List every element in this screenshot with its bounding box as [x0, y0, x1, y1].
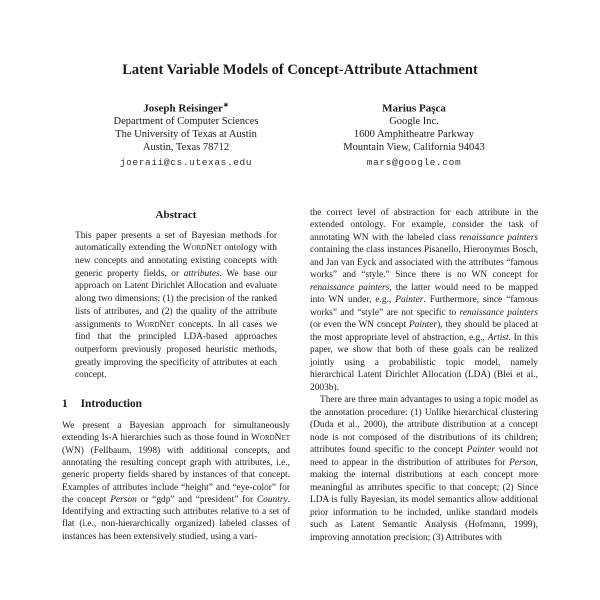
section-heading-introduction	[62, 398, 290, 411]
author-section	[0, 99, 600, 170]
author-affiliation-line: Department of Computer Sciences	[113, 115, 259, 127]
author-footnote-marker: ∗	[222, 101, 229, 109]
author-email: joeraii@cs.utexas.edu	[119, 156, 253, 168]
author-name-text: Marius Paşca	[382, 102, 446, 115]
abstract-body	[75, 230, 277, 382]
abstract-paragraph: This paper presents a set of Bayesian methods for automatically extending the WordNet ontology with new concepts and annotating existing concepts with generic property fields, or attributes. We base our approach on Latent Dirichlet Allocation and evaluate along two dimensions: (1) the precision of the ranked lists of attributes, and (2) the quality of the attribute assignments to WordNet concepts. In all cases we find that the principled LDA-based approaches outperform previously proposed heuristic methods, greatly improving the specificity of attributes at each concept.	[75, 230, 277, 381]
section-title: Introduction	[80, 398, 142, 411]
author-affiliation-line: Google Inc.	[389, 115, 439, 127]
author-affiliation-line: 1600 Amphitheatre Parkway	[353, 128, 475, 140]
author-affiliation-line: Mountain View, California 94043	[343, 141, 485, 153]
body-paragraph: the correct level of abstraction for each attribute in the extended ontology. For example, consider the task of annotating WN with the labeled class renaissance painters containing the class instances Pisanello, Hieronymus Bosch, and Jan van Eyck and associated with the attributes “famous works” and “style.” Since there is no WN concept for renaissance painters, the latter would need to be mapped into WN under, e.g., Painter. Furthermore, since “famous works” and “style” are not specific to renaissance painters (or even the WN concept Painter), they should be placed at the most appropriate level of abstraction, e.g., Artist. In this paper, we show that both of these goals can be realized jointly using a probabilistic topic model, namely hierarchical Latent Dirichlet Allocation (LDA) (Blei et al., 2003b).	[310, 207, 538, 393]
author-name	[302, 99, 526, 115]
intro-paragraph: We present a Bayesian approach for simultaneously extending Is-A hierarchies such as those found in WordNet (WN) (Fellbaum, 1998) with additional concepts, and annotating the resulting concept graph with attributes, i.e., generic property fields shared by instances of that concept. Examples of attributes include “height” and “eye-color” for the concept Person or “gdp” and “president” for Country. Identifying and extracting such attributes relative to a set of flat (i.e., non-hierarchically organized) labeled classes of instances has been extensively studied, using a vari-	[62, 421, 290, 542]
author-block	[302, 99, 526, 170]
author-email: mars@google.com	[366, 156, 462, 168]
paper-title: Latent Variable Models of Concept-Attribute Attachment	[122, 62, 478, 78]
body-paragraph: There are three main advantages to using a topic model as the annotation procedure: (1) Unlike hierarchical clustering (Duda et al., 2000), the attribute distribution at a concept node is not composed of the distributions of its children; attributes found specific to the concept Painter would not need to appear in the distribution of attributes for Person, making the internal distributions at each concept more meaningful as attributes specific to that concept; (2) Since LDA is fully Bayesian, its model semantics allow additional prior information to be included, unlike standard models such as Latent Semantic Analysis (Hofmann, 1999), improving annotation precision; (3) Attributes with	[310, 395, 538, 543]
two-column-body	[0, 207, 600, 545]
right-column	[310, 207, 538, 545]
section-number: 1	[62, 398, 68, 411]
author-name-text: Joseph Reisinger	[143, 102, 223, 115]
author-block	[74, 99, 298, 170]
author-affiliation-line: Austin, Texas 78712	[142, 141, 230, 153]
author-name	[74, 99, 298, 115]
abstract-heading: Abstract	[155, 208, 197, 221]
left-column	[62, 207, 290, 545]
author-affiliation-line: The University of Texas at Austin	[115, 128, 257, 140]
